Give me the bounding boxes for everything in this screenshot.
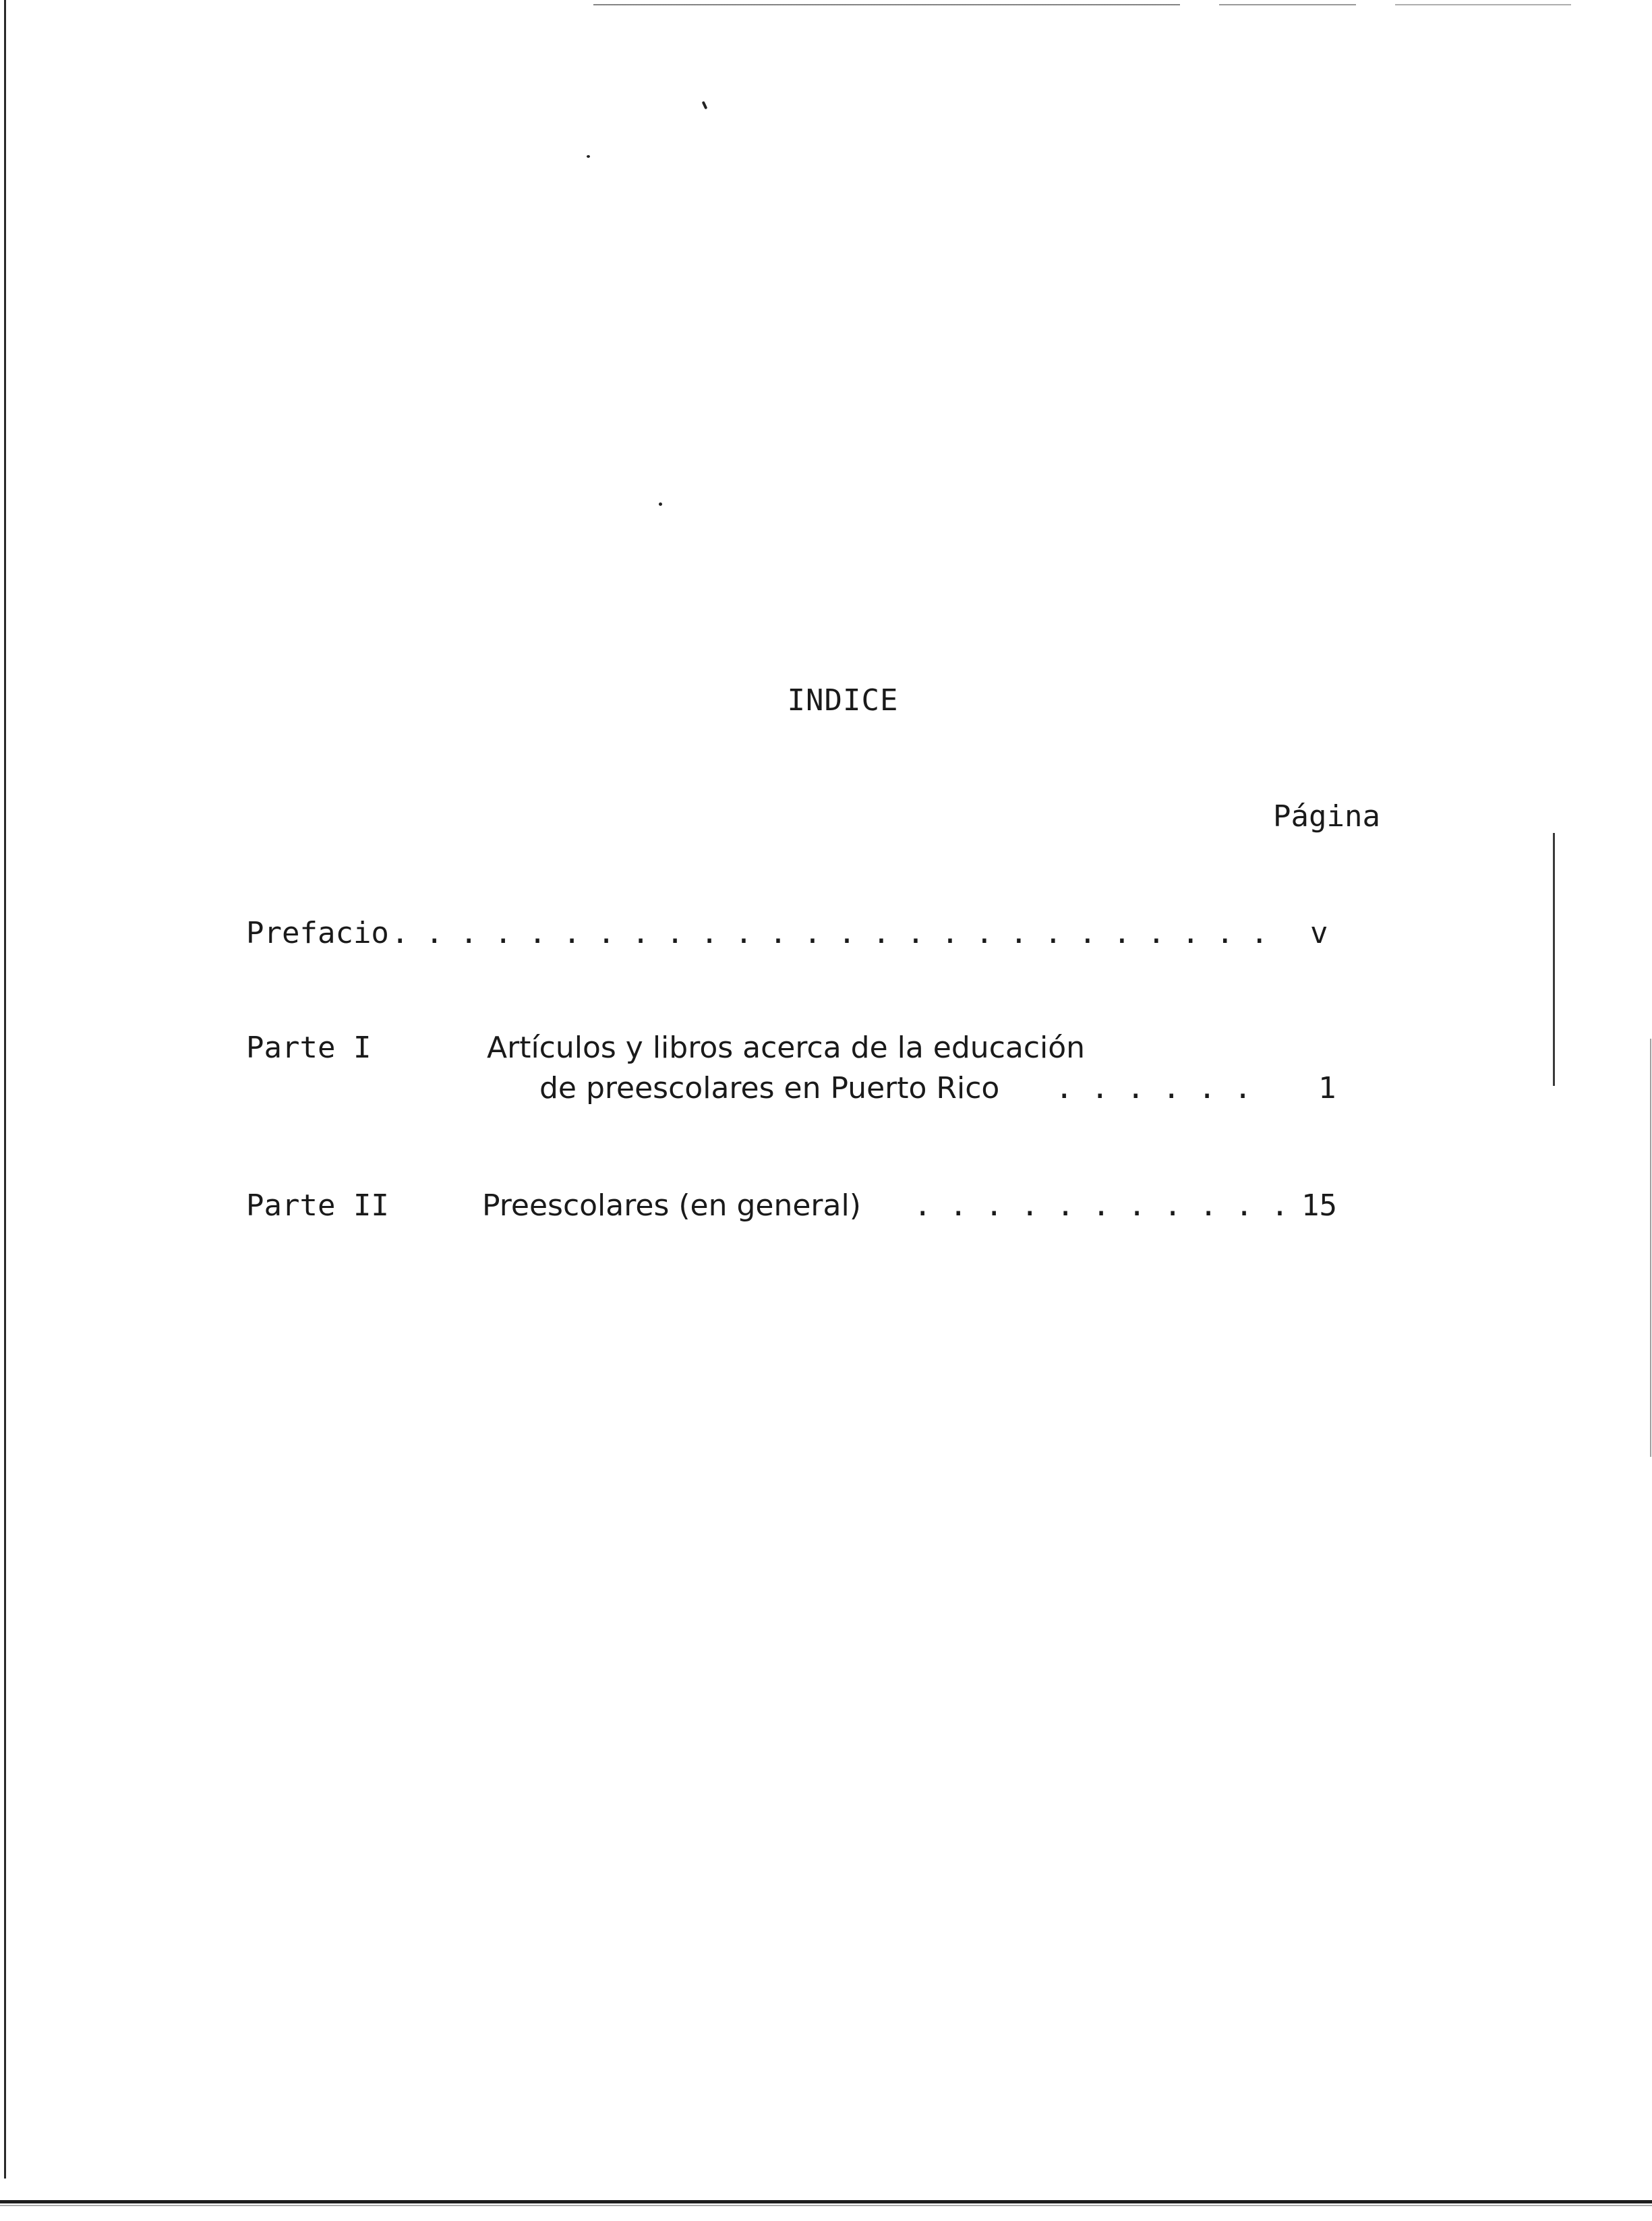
toc-leader-dots: . . . . . . . . . . . . . . . . . . . . . . . . . . bbox=[391, 916, 1268, 950]
scan-speck bbox=[659, 502, 662, 506]
toc-leader-dots: . . . . . . bbox=[1055, 1071, 1252, 1105]
page-title: INDICE bbox=[787, 683, 899, 718]
scan-speck bbox=[702, 101, 708, 110]
toc-entry-title-line1: Artículos y libros acerca de la educación bbox=[487, 1031, 1086, 1065]
scan-right-edge bbox=[1650, 1039, 1651, 1457]
scan-bottom-edge bbox=[0, 2200, 1652, 2203]
scan-left-edge bbox=[4, 0, 6, 2179]
toc-entry-title-line2: de preescolares en Puerto Rico bbox=[539, 1071, 1000, 1105]
scan-speck bbox=[587, 155, 590, 158]
toc-leader-dots: . . . . . . . . . . . bbox=[914, 1188, 1289, 1223]
toc-part-label: Parte II bbox=[246, 1188, 389, 1223]
toc-entry-title-line1: Preescolares (en general) bbox=[482, 1188, 861, 1223]
toc-entry-label: Prefacio bbox=[246, 916, 389, 950]
margin-mark-line bbox=[1553, 833, 1555, 1086]
scan-top-edge bbox=[593, 4, 1571, 5]
toc-page-number: 1 bbox=[1318, 1071, 1336, 1105]
toc-page-number: 15 bbox=[1301, 1188, 1337, 1223]
toc-page-number: v bbox=[1310, 916, 1328, 950]
page-column-header: Página bbox=[1273, 799, 1380, 834]
toc-part-label: Parte I bbox=[246, 1031, 372, 1065]
scan-bottom-edge-shadow bbox=[0, 2205, 1652, 2206]
